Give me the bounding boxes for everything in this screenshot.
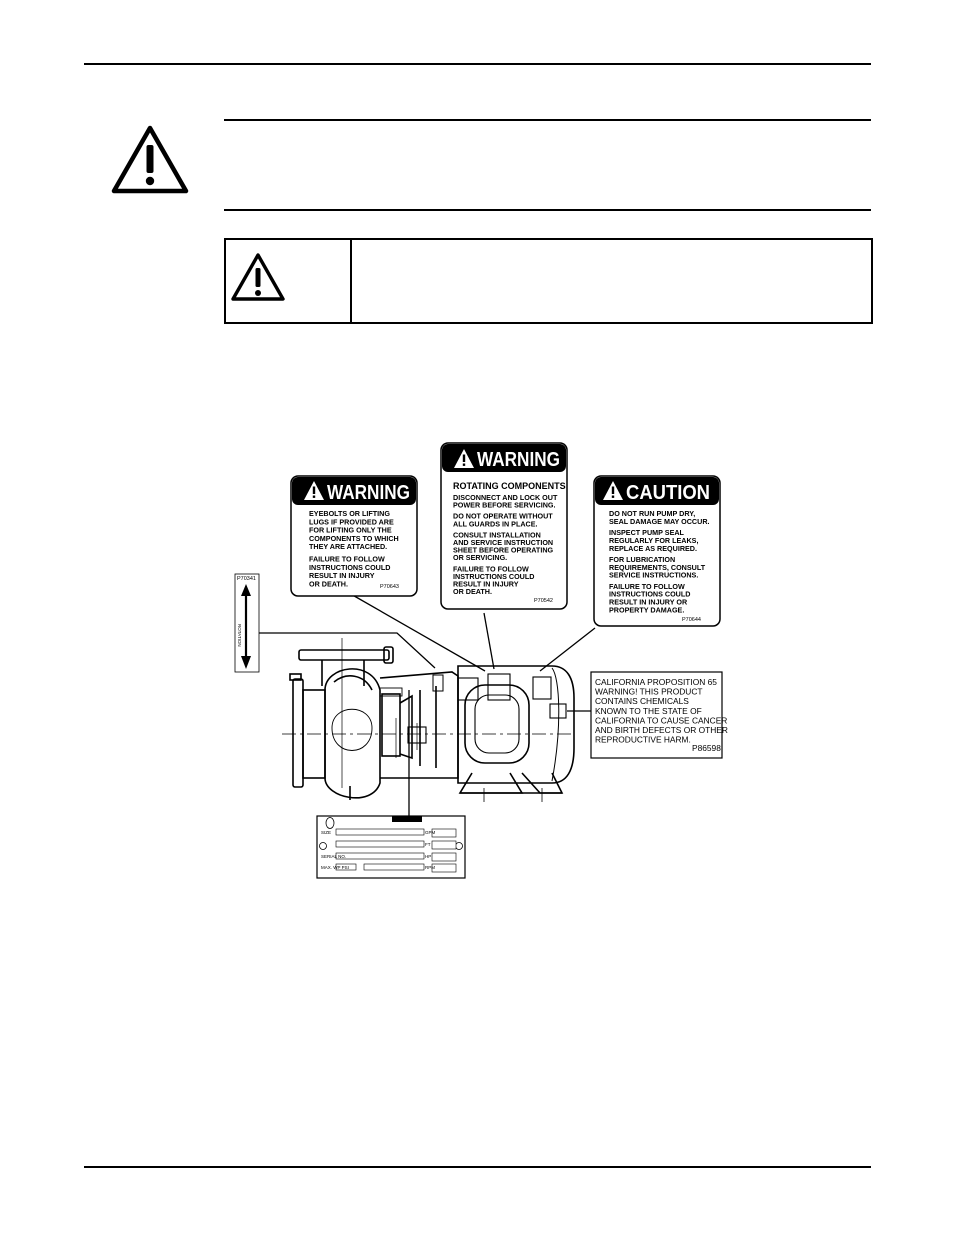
rotation-label [235,574,259,672]
prop65-text-line: CALIFORNIA TO CAUSE CANCER [595,715,728,726]
nameplate-ft-label: FT [425,842,431,847]
rotation-label-text: ROTATION [237,624,242,647]
warning-label-rotating-code: P70542 [534,598,553,604]
prop65-text-line: REPRODUCTIVE HARM. [595,734,691,745]
label-text-line: COMPONENTS TO WHICH [309,533,399,543]
safety-block-bottom-rule [224,209,871,211]
label-text-line: INSTRUCTIONS COULD [609,589,691,599]
label-text-line: ALL GUARDS IN PLACE. [453,519,538,529]
label-text-line: SERVICE INSTRUCTIONS. [609,570,699,580]
nameplate-hp-label: HP [425,854,432,859]
label-text-line: DISCONNECT AND LOCK OUT [453,493,558,502]
pump-labels-figure [222,428,734,883]
label-text-line: SEAL DAMAGE MAY OCCUR. [609,516,710,526]
label-text-line: REPLACE AS REQUIRED. [609,543,697,553]
caution-box-divider [350,240,352,322]
prop65-text-line: CONTAINS CHEMICALS [595,696,689,707]
footer-rule [84,1166,871,1168]
label-text-line: DO NOT RUN PUMP DRY, [609,509,696,518]
nameplate-gpm-label: GPM [425,830,436,835]
prop65-text-line: KNOWN TO THE STATE OF [595,705,702,716]
label-text-line: REQUIREMENTS, CONSULT [609,562,706,572]
nameplate-serial-label: SERIAL NO. [321,854,347,859]
safety-block-top-rule [224,119,871,121]
label-text-line: FOR LUBRICATION [609,554,676,564]
warning-label-eyebolt-header: WARNING [327,482,410,504]
label-text-line: INSPECT PUMP SEAL [609,528,684,537]
prop65-label-code: P86598 [692,743,721,753]
prop65-text-line: WARNING! THIS PRODUCT [595,686,703,697]
label-text-line: POWER BEFORE SERVICING. [453,500,556,510]
label-text-line: EYEBOLTS OR LIFTING [309,509,390,518]
prop65-label [591,672,728,758]
caution-box [224,238,873,324]
prop65-text-line: CALIFORNIA PROPOSITION 65 [595,677,717,687]
label-text-line: INSTRUCTIONS COULD [309,562,391,572]
warning-label-rotating-title: ROTATING COMPONENTS [453,481,566,491]
nameplate-maxwp-label: MAX. WP PSI [321,865,349,870]
label-text-line: FOR LIFTING ONLY THE [309,525,392,535]
label-text-line: CONSULT INSTALLATION [453,530,541,540]
prop65-text-line: AND BIRTH DEFECTS OR OTHER [595,725,728,735]
label-text-line: AND SERVICE INSTRUCTION [453,538,554,547]
nameplate-size-label: SIZE [321,830,332,835]
warning-label-eyebolt [291,476,417,596]
pump-labels-diagram [222,428,734,883]
label-text-line: SHEET BEFORE OPERATING [453,545,554,555]
label-text-line: OR DEATH. [453,587,492,597]
label-text-line: DO NOT OPERATE WITHOUT [453,511,553,521]
label-text-line: FAILURE TO FOLLOW [609,581,685,591]
label-text-line: REGULARLY FOR LEAKS, [609,535,699,545]
label-text-line: FAILURE TO FOLLOW [309,554,385,564]
label-text-line: PROPERTY DAMAGE. [609,605,685,615]
warning-label-eyebolt-code: P70643 [380,584,399,590]
label-text-line: RESULT IN INJURY [453,579,519,589]
warning-icon [230,252,286,302]
warning-icon [110,123,190,195]
label-text-line: RESULT IN INJURY OR [609,597,688,607]
label-text-line: OR SERVICING. [453,553,508,563]
caution-label-seal-header: CAUTION [626,482,710,504]
caution-label-seal [594,476,720,626]
warning-label-rotating [441,443,567,609]
label-text-line: LUGS IF PROVIDED ARE [309,517,394,527]
header-rule [84,63,871,65]
label-text-line: THEY ARE ATTACHED. [309,542,388,552]
pump-drawing [282,638,574,802]
warning-label-rotating-header: WARNING [477,449,560,471]
label-text-line: OR DEATH. [309,579,348,589]
label-text-line: FAILURE TO FOLLOW [453,564,529,574]
caution-label-seal-code: P70644 [682,617,701,623]
label-text-line: RESULT IN INJURY [309,571,375,581]
label-text-line: INSTRUCTIONS COULD [453,571,535,581]
rotation-label-code: P70341 [237,576,256,582]
nameplate [317,816,465,878]
nameplate-rpm-label: RPM [425,865,435,870]
